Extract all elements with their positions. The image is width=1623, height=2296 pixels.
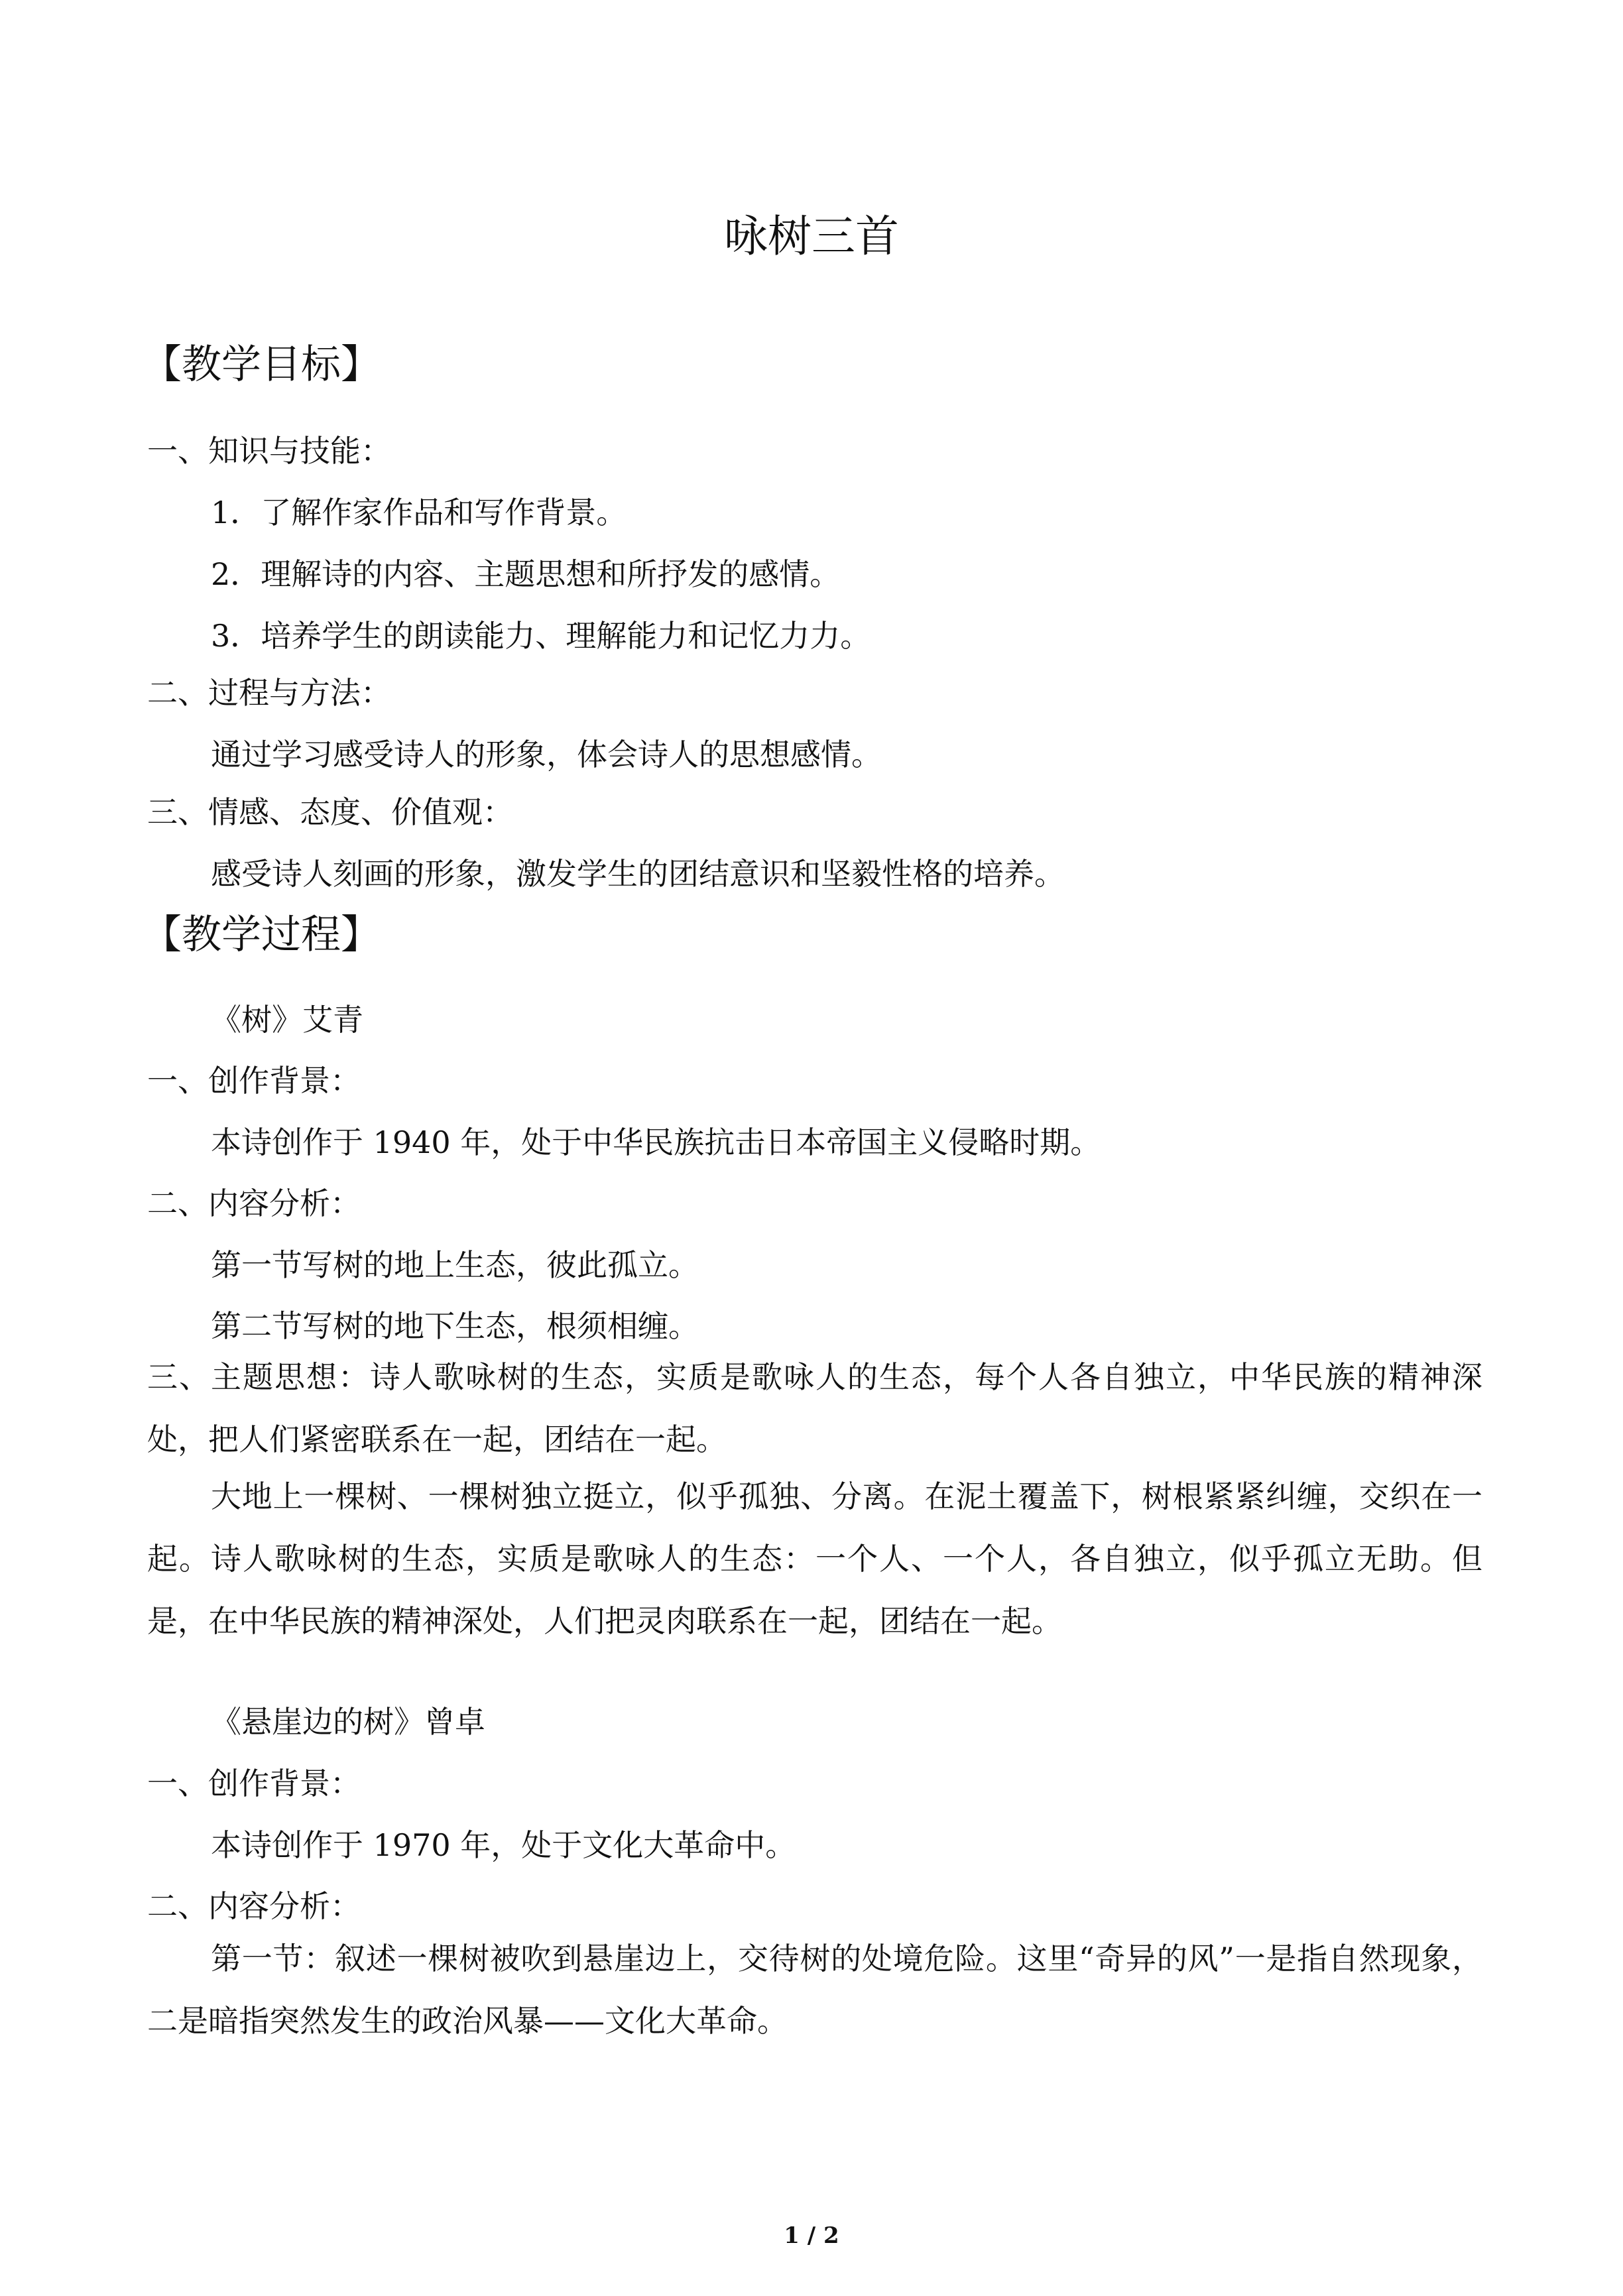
poem1-analysis-heading: 二、内容分析： <box>147 1185 361 1221</box>
poem1-background-heading: 一、创作背景： <box>147 1063 361 1099</box>
knowledge-item-1: 1．了解作家作品和写作背景。 <box>211 495 627 530</box>
poem1-analysis-item-1: 第一节写树的地上生态，彼此孤立。 <box>211 1247 699 1283</box>
knowledge-item-2: 2．理解诗的内容、主题思想和所抒发的感情。 <box>211 556 841 592</box>
emotion-heading: 三、情感、态度、价值观： <box>147 794 513 830</box>
section-heading-process: 【教学过程】 <box>142 912 381 958</box>
poem2-background-text: 本诗创作于 1970 年，处于文化大革命中。 <box>211 1827 796 1863</box>
poem2-title: 《悬崖边的树》曾卓 <box>211 1704 485 1740</box>
poem2-section1-paragraph: 第一节：叙述一棵树被吹到悬崖边上，交待树的处境危险。这里“奇异的风”一是指自然现象，二是暗指突然发生的政治风暴——文化大革命。 <box>147 1941 1482 2039</box>
poem1-analysis-item-2: 第二节写树的地下生态，根须相缠。 <box>211 1308 699 1344</box>
poem1-background-text: 本诗创作于 1940 年，处于中华民族抗击日本帝国主义侵略时期。 <box>211 1124 1101 1160</box>
emotion-text: 感受诗人刻画的形象，激发学生的团结意识和坚毅性格的培养。 <box>211 856 1065 892</box>
poem2-analysis-heading: 二、内容分析： <box>147 1888 361 1924</box>
section-heading-objectives: 【教学目标】 <box>142 341 381 388</box>
page-number: 1 / 2 <box>784 2222 839 2249</box>
poem1-title: 《树》艾青 <box>211 1002 363 1038</box>
knowledge-item-3: 3．培养学生的朗读能力、理解能力和记忆力力。 <box>211 618 871 654</box>
poem1-summary-paragraph: 大地上一棵树、一棵树独立挺立，似乎孤独、分离。在泥土覆盖下，树根紧紧纠缠，交织在一起。诗人歌咏树的生态，实质是歌咏人的生态：一个人、一个人，各自独立，似乎孤立无助。但是，在中华民族的精神深处，人们把灵肉联系在一起，团结在一起。 <box>147 1479 1482 1639</box>
knowledge-heading: 一、知识与技能： <box>147 433 391 469</box>
poem2-background-heading: 一、创作背景： <box>147 1766 361 1801</box>
document-title: 咏树三首 <box>724 211 899 262</box>
process-text: 通过学习感受诗人的形象，体会诗人的思想感情。 <box>211 737 882 772</box>
poem1-theme-paragraph: 三、主题思想：诗人歌咏树的生态，实质是歌咏人的生态，每个人各自独立，中华民族的精神深处，把人们紧密联系在一起，团结在一起。 <box>147 1359 1482 1457</box>
process-heading: 二、过程与方法： <box>147 675 391 711</box>
